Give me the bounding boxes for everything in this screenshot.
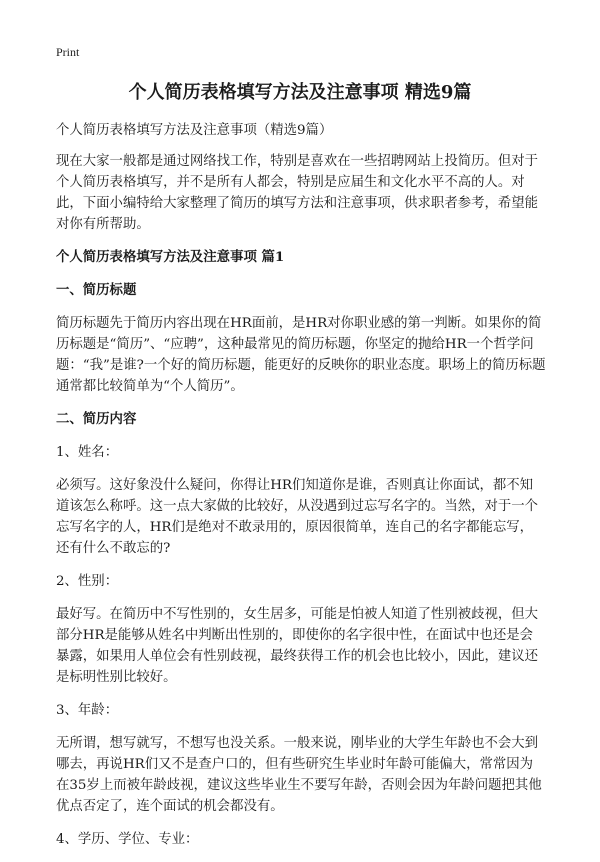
intro-paragraph: 现在大家一般都是通过网络找工作，特别是喜欢在一些招聘网站上投简历。但对于个人简历表格填写，并不是所有人都会，特别是应届生和文化水平不高的人。对此，下面小编特给大家整理了简历的填写方法和注意事项，供求职者参考，希望能对你有所帮助。 (56, 154, 539, 232)
print-link[interactable]: Print (56, 45, 80, 59)
part1-heading: 一、简历标题 (56, 282, 137, 298)
document-body (56, 120, 546, 862)
item2-label: 2、性别： (56, 574, 119, 589)
item4-label: 4、学历、学位、专业： (56, 832, 199, 847)
item3-paragraph: 无所谓，想写就写，不想写也没关系。一般来说，刚毕业的大学生年龄也不会大到哪去，再说HR们又不是查户口的，但有些研究生毕业时年龄可能偏大，常常因为在35岁上而被年龄歧视，建议这些毕业生不要写年龄，否则会因为年龄问题把其他优点否定了，连个面试的机会都没有。 (56, 736, 542, 814)
section-title: 个人简历表格填写方法及注意事项 篇1 (56, 249, 285, 265)
item1-label: 1、姓名： (56, 445, 119, 460)
part1-paragraph: 简历标题先于简历内容出现在HR面前，是HR对你职业感的第一判断。如果你的简历标题是“简历”、“应聘”，这种最常见的简历标题，你坚定的抛给HR一个哲学问题：“我”是谁?一个好的简历标题，能更好的反映你的职业态度。职场上的简历标题通常都比较简单为“个人简历”。 (56, 316, 546, 394)
item1-paragraph: 必须写。这好象没什么疑问，你得让HR们知道你是谁，否则真让你面试，都不知道该怎么称呼。这一点大家做的比较好，从没遇到过忘写名字的。当然，对于一个忘写名字的人，HR们是绝对不敢录用的，原因很简单，连自己的名字都能忘写，还有什么不敢忘的? (56, 478, 539, 556)
document-subtitle: 个人简历表格填写方法及注意事项（精选9篇） (56, 123, 333, 138)
item3-label: 3、年龄： (56, 703, 119, 718)
document-title: 个人简历表格填写方法及注意事项 精选9篇 (128, 82, 472, 103)
part2-heading: 二、简历内容 (56, 411, 137, 427)
item2-paragraph: 最好写。在简历中不写性别的，女生居多，可能是怕被人知道了性别被歧视，但大部分HR是能够从姓名中判断出性别的，即使你的名字很中性，在面试中也还是会暴露，如果用人单位会有性别歧视，最终获得工作的机会也比较小，因此，建议还是标明性别比较好。 (56, 607, 539, 685)
